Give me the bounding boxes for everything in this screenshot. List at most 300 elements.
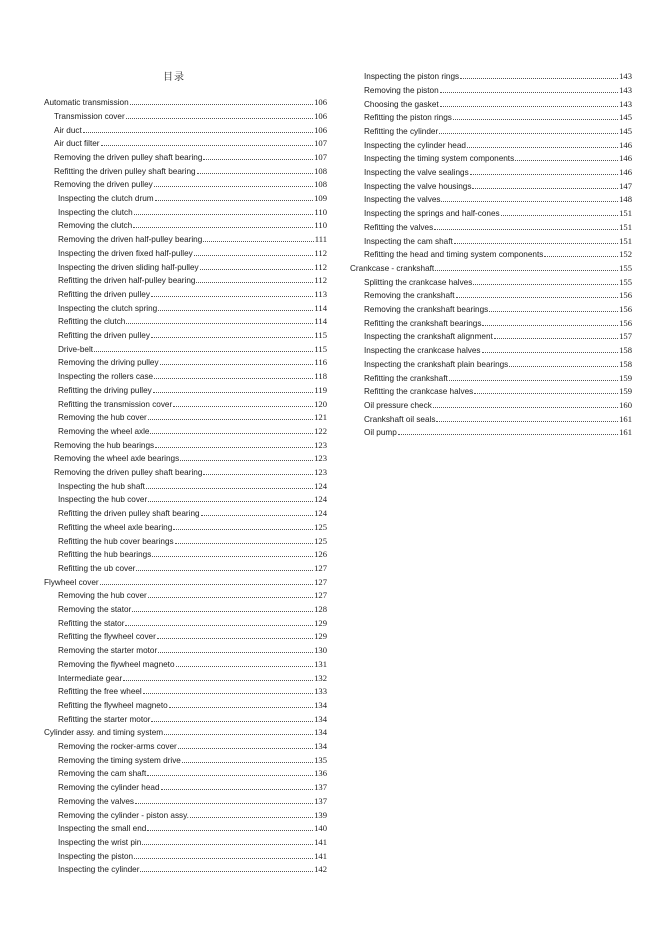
toc-entry[interactable] (58, 273, 327, 287)
toc-entry[interactable] (58, 848, 327, 862)
toc-entry-page: 146 (619, 153, 632, 164)
toc-entry-page: 127 (314, 590, 327, 601)
toc-entry-title: Refitting the crankcase halves (364, 387, 474, 397)
toc-entry-title: Flywheel cover (44, 577, 99, 587)
toc-entry[interactable] (58, 204, 327, 218)
dot-leader (178, 748, 313, 749)
toc-entry-title: Refitting the transmission cover (58, 399, 173, 409)
dot-leader (196, 282, 313, 283)
toc-entry[interactable] (364, 411, 632, 425)
toc-entry-title: Drive-belt (58, 344, 94, 354)
toc-entry-page: 123 (314, 453, 327, 464)
toc-entry[interactable] (58, 711, 327, 725)
toc-entry-title: Inspecting the driven sliding half-pulley (58, 262, 199, 272)
dot-leader (153, 392, 314, 393)
dot-leader (494, 338, 618, 339)
dot-leader (472, 188, 618, 189)
toc-entry[interactable] (364, 178, 632, 192)
toc-entry[interactable] (54, 451, 327, 465)
dot-leader (175, 543, 314, 544)
dot-leader (182, 762, 313, 763)
toc-entry-page: 114 (314, 316, 327, 327)
toc-entry[interactable] (58, 341, 327, 355)
dot-leader (157, 638, 313, 639)
toc-entry-title: Refitting the driven pulley (58, 289, 150, 299)
toc-entry[interactable] (364, 301, 632, 315)
dot-leader (101, 145, 314, 146)
toc-entry-title: Refitting the clutch (58, 317, 126, 327)
toc-entry[interactable] (58, 697, 327, 711)
toc-entry[interactable] (364, 137, 632, 151)
toc-entry-title: Inspecting the crankshaft plain bearings (364, 359, 509, 369)
toc-entry-page: 142 (314, 864, 327, 875)
toc-entry-page: 112 (314, 261, 327, 272)
dot-leader (134, 214, 314, 215)
toc-entry-title: Refitting the hub cover bearings (58, 536, 174, 546)
toc-entry-page: 158 (619, 358, 632, 369)
toc-entry-title: Inspecting the timing system components (364, 154, 515, 164)
toc-entry[interactable] (364, 274, 632, 288)
toc-entry[interactable] (58, 506, 327, 520)
toc-entry-page: 124 (314, 508, 327, 519)
toc-entry-page: 155 (619, 262, 632, 273)
toc-entry-title: Refitting the hub bearings (58, 550, 152, 560)
dot-leader (203, 474, 313, 475)
toc-entry[interactable] (58, 410, 327, 424)
toc-entry[interactable] (364, 206, 632, 220)
toc-entry-title: Inspecting the cam shaft (364, 236, 453, 246)
toc-entry-page: 131 (314, 658, 327, 669)
toc-entry[interactable] (364, 425, 632, 439)
dot-leader (467, 147, 618, 148)
dot-leader (473, 284, 618, 285)
dot-leader (454, 243, 618, 244)
toc-entry-title: Air duct filter (54, 139, 100, 149)
dot-leader (151, 296, 313, 297)
dot-leader (154, 186, 313, 187)
toc-entry[interactable] (58, 684, 327, 698)
dot-leader (152, 556, 313, 557)
toc-entry[interactable] (364, 219, 632, 233)
dot-leader (201, 515, 314, 516)
toc-entry[interactable] (364, 315, 632, 329)
dot-leader (123, 680, 313, 681)
toc-entry[interactable] (364, 233, 632, 247)
toc-entry[interactable] (58, 821, 327, 835)
toc-entry[interactable] (364, 370, 632, 384)
toc-entry[interactable] (54, 163, 327, 177)
toc-entry-title: Inspecting the valve sealings (364, 168, 469, 178)
dot-leader (135, 803, 313, 804)
toc-entry-page: 143 (619, 84, 632, 95)
toc-entry-page: 151 (619, 235, 632, 246)
toc-entry[interactable] (364, 247, 632, 261)
toc-entry[interactable] (364, 356, 632, 370)
toc-entry[interactable] (58, 560, 327, 574)
toc-entry-title: Removing the driven pulley (54, 180, 153, 190)
toc-entry-title: Removing the hub cover (58, 591, 147, 601)
toc-entry-page: 116 (314, 357, 327, 368)
dot-leader (83, 132, 313, 133)
dot-leader (509, 366, 618, 367)
dot-leader (515, 160, 618, 161)
toc-entry[interactable] (58, 780, 327, 794)
toc-entry-page: 141 (314, 850, 327, 861)
toc-entry[interactable] (58, 533, 327, 547)
toc-section-entry[interactable] (44, 574, 327, 588)
toc-entry-page: 148 (619, 194, 632, 205)
dot-leader (453, 119, 618, 120)
toc-entry-title: Refitting the cylinder (364, 126, 439, 136)
toc-entry-page: 141 (314, 836, 327, 847)
toc-entry[interactable] (364, 384, 632, 398)
toc-entry-page: 157 (619, 331, 632, 342)
toc-entry-page: 122 (314, 425, 327, 436)
toc-entry-title: Automatic transmission (44, 98, 129, 108)
toc-entry-page: 137 (314, 782, 327, 793)
toc-entry-title: Inspecting the wrist pin (58, 837, 142, 847)
toc-entry[interactable] (58, 478, 327, 492)
toc-entry-title: Refitting the starter motor (58, 714, 151, 724)
dot-leader (126, 118, 313, 119)
dot-leader (147, 775, 313, 776)
toc-entry-page: 110 (314, 220, 327, 231)
toc-entry-page: 124 (314, 494, 327, 505)
toc-entry[interactable] (58, 807, 327, 821)
dot-leader (161, 789, 314, 790)
toc-entry[interactable] (364, 288, 632, 302)
toc-entry[interactable] (58, 218, 327, 232)
toc-entry-page: 108 (314, 165, 327, 176)
toc-entry-title: Refitting the piston rings (364, 113, 452, 123)
dot-leader (176, 666, 314, 667)
toc-entry-title: Cylinder assy. and timing system (44, 728, 164, 738)
dot-leader (133, 227, 313, 228)
toc-entry[interactable] (364, 96, 632, 110)
toc-entry[interactable] (364, 69, 632, 83)
toc-entry-title: Inspecting the clutch (58, 207, 133, 217)
toc-entry-title: Inspecting the clutch spring (58, 303, 158, 313)
toc-entry-page: 127 (314, 562, 327, 573)
toc-entry-title: Oil pump (364, 428, 397, 438)
toc-entry[interactable] (54, 108, 327, 122)
toc-entry-title: Refitting the crankshaft (364, 373, 448, 383)
toc-entry[interactable] (58, 643, 327, 657)
toc-entry-page: 109 (314, 193, 327, 204)
toc-entry-page: 125 (314, 521, 327, 532)
dot-leader (456, 297, 619, 298)
toc-entry-page: 112 (314, 275, 327, 286)
toc-entry-title: Refitting the wheel axle bearing (58, 522, 173, 532)
toc-entry-page: 113 (314, 288, 327, 299)
dot-leader (441, 201, 618, 202)
toc-entry-page: 130 (314, 645, 327, 656)
toc-entry[interactable] (58, 588, 327, 602)
toc-entry-page: 161 (619, 413, 632, 424)
toc-entry[interactable] (58, 355, 327, 369)
toc-entry-title: Inspecting the piston rings (364, 72, 460, 82)
toc-entry[interactable] (58, 834, 327, 848)
dot-leader (449, 380, 618, 381)
toc-entry[interactable] (364, 397, 632, 411)
dot-leader (436, 421, 618, 422)
toc-entry-title: Removing the driven pulley shaft bearing (54, 468, 203, 478)
dot-leader (440, 106, 618, 107)
toc-entry-page: 151 (619, 208, 632, 219)
toc-entry-title: Refitting the valves (364, 222, 434, 232)
toc-entry-page: 146 (619, 167, 632, 178)
toc-entry-title: Refitting the crankshaft bearings (364, 318, 482, 328)
toc-entry-title: Inspecting the hub shaft (58, 481, 145, 491)
toc-entry-page: 119 (314, 384, 327, 395)
dot-leader (142, 844, 313, 845)
dot-leader (158, 652, 313, 653)
dot-leader (197, 173, 314, 174)
dot-leader (482, 352, 619, 353)
toc-entry-title: Oil pressure check (364, 400, 432, 410)
toc-entry-page: 126 (314, 549, 327, 560)
toc-entry-title: Removing the driving pulley (58, 358, 159, 368)
toc-entry-title: Refitting the flywheel magneto (58, 700, 168, 710)
toc-entry-page: 134 (314, 699, 327, 710)
dot-leader (164, 734, 313, 735)
toc-entry[interactable] (364, 82, 632, 96)
toc-entry[interactable] (54, 136, 327, 150)
toc-entry[interactable] (58, 314, 327, 328)
dot-leader (489, 311, 618, 312)
toc-entry[interactable] (54, 437, 327, 451)
toc-entry-title: Inspecting the crankcase halves (364, 346, 481, 356)
toc-entry-title: Removing the wheel axle (58, 426, 150, 436)
toc-entry-page: 145 (619, 112, 632, 123)
toc-entry-page: 111 (314, 234, 327, 245)
toc-section-entry[interactable] (44, 95, 327, 109)
toc-entry-title: Refitting the stator (58, 618, 125, 628)
toc-entry-page: 115 (314, 343, 327, 354)
toc-entry-title: Refitting the driving pulley (58, 385, 152, 395)
toc-entry[interactable] (58, 547, 327, 561)
toc-section-entry[interactable] (350, 260, 632, 274)
toc-entry-title: Intermediate gear (58, 673, 123, 683)
toc-entry-page: 114 (314, 302, 327, 313)
dot-leader (160, 364, 314, 365)
toc-entry-title: Inspecting the crankshaft alignment (364, 332, 493, 342)
toc-entry-title: Inspecting the cylinder (58, 865, 140, 875)
dot-leader (125, 625, 313, 626)
toc-entry-page: 108 (314, 179, 327, 190)
dot-leader (155, 447, 313, 448)
toc-entry-title: Inspecting the valve housings (364, 181, 472, 191)
toc-entry-page: 121 (314, 412, 327, 423)
toc-entry-page: 152 (619, 249, 632, 260)
toc-entry[interactable] (58, 793, 327, 807)
toc-entry-page: 110 (314, 206, 327, 217)
toc-entry-title: Removing the crankshaft bearings (364, 305, 489, 315)
dot-leader (482, 325, 618, 326)
toc-entry[interactable] (58, 752, 327, 766)
dot-leader (151, 337, 313, 338)
toc-entry-title: Crankshaft oil seals (364, 414, 436, 424)
toc-entry[interactable] (364, 192, 632, 206)
toc-entry[interactable] (364, 151, 632, 165)
dot-leader (100, 584, 314, 585)
toc-entry-page: 160 (619, 399, 632, 410)
dot-leader (143, 693, 313, 694)
toc-entry-page: 139 (314, 809, 327, 820)
toc-entry-page: 106 (314, 97, 327, 108)
toc-entry[interactable] (364, 343, 632, 357)
dot-leader (194, 255, 314, 256)
toc-entry-page: 125 (314, 535, 327, 546)
toc-entry[interactable] (54, 177, 327, 191)
toc-entry-page: 155 (619, 276, 632, 287)
toc-entry-title: Inspecting the rollers case (58, 372, 154, 382)
toc-entry-page: 106 (314, 124, 327, 135)
toc-entry[interactable] (58, 601, 327, 615)
toc-entry[interactable] (364, 123, 632, 137)
toc-entry-page: 135 (314, 754, 327, 765)
toc-entry-page: 134 (314, 741, 327, 752)
dot-leader (200, 269, 314, 270)
dot-leader (180, 460, 313, 461)
toc-entry-page: 145 (619, 125, 632, 136)
toc-entry-title: Inspecting the clutch drum (58, 194, 154, 204)
toc-entry-title: Removing the cylinder - piston assy. (58, 810, 189, 820)
toc-entry-title: Removing the valves (58, 796, 134, 806)
toc-entry[interactable] (58, 300, 327, 314)
toc-entry-title: Removing the rocker-arms cover (58, 742, 177, 752)
toc-entry-page: 143 (619, 98, 632, 109)
dot-leader (132, 611, 313, 612)
toc-entry[interactable] (58, 738, 327, 752)
toc-entry-title: Removing the driven half-pulley bearing (58, 235, 203, 245)
toc-entry[interactable] (58, 629, 327, 643)
toc-entry-page: 156 (619, 317, 632, 328)
toc-entry[interactable] (58, 382, 327, 396)
dot-leader (130, 104, 313, 105)
dot-leader (146, 488, 313, 489)
toc-entry-page: 161 (619, 427, 632, 438)
toc-entry-title: Removing the stator (58, 605, 132, 615)
toc-entry-title: Removing the piston (364, 85, 439, 95)
dot-leader (150, 433, 313, 434)
toc-entry[interactable] (58, 327, 327, 341)
dot-leader (148, 419, 313, 420)
dot-leader (460, 78, 618, 79)
toc-entry[interactable] (364, 110, 632, 124)
toc-entry-title: Crankcase - crankshaft (350, 263, 435, 273)
toc-entry[interactable] (58, 423, 327, 437)
dot-leader (151, 721, 313, 722)
toc-entry[interactable] (58, 519, 327, 533)
toc-entry[interactable] (58, 259, 327, 273)
toc-entry-title: Inspecting the piston (58, 851, 134, 861)
dot-leader (470, 174, 618, 175)
toc-entry-page: 158 (619, 345, 632, 356)
toc-entry-title: Inspecting the small end (58, 824, 147, 834)
toc-entry-title: Removing the cylinder head (58, 783, 160, 793)
toc-section-entry[interactable] (44, 725, 327, 739)
toc-entry[interactable] (58, 190, 327, 204)
toc-entry-page: 112 (314, 247, 327, 258)
dot-leader (148, 597, 313, 598)
toc-entry-page: 123 (314, 439, 327, 450)
dot-leader (158, 310, 313, 311)
toc-entry[interactable] (54, 122, 327, 136)
toc-entry-title: Transmission cover (54, 111, 125, 121)
toc-entry[interactable] (58, 766, 327, 780)
dot-leader (169, 707, 313, 708)
toc-entry[interactable] (58, 396, 327, 410)
toc-entry-title: Refitting the driven half-pulley bearing (58, 276, 196, 286)
toc-entry[interactable] (54, 149, 327, 163)
toc-entry[interactable] (58, 615, 327, 629)
toc-entry-page: 115 (314, 330, 327, 341)
toc-entry-title: Removing the flywheel magneto (58, 659, 175, 669)
dot-leader (435, 270, 618, 271)
toc-entry-title: Refitting the driven pulley shaft bearing (54, 166, 196, 176)
toc-entry-title: Inspecting the driven fixed half-pulley (58, 248, 193, 258)
dot-leader (544, 256, 618, 257)
toc-entry-page: 159 (619, 372, 632, 383)
toc-entry[interactable] (58, 862, 327, 876)
toc-entry[interactable] (364, 329, 632, 343)
toc-entry-title: Refitting the free wheel (58, 687, 142, 697)
toc-entry-title: Refitting the flywheel cover (58, 632, 156, 642)
toc-entry[interactable] (58, 656, 327, 670)
dot-leader (147, 830, 313, 831)
toc-entry-title: Removing the hub bearings (54, 440, 155, 450)
dot-leader (203, 241, 313, 242)
toc-entry-page: 136 (314, 768, 327, 779)
toc-entry[interactable] (54, 464, 327, 478)
toc-entry-title: Inspecting the cylinder head (364, 140, 466, 150)
toc-entry-title: Removing the cam shaft (58, 769, 147, 779)
toc-entry[interactable] (58, 492, 327, 506)
toc-entry-page: 143 (619, 71, 632, 82)
toc-entry-page: 159 (619, 386, 632, 397)
toc-entry-page: 134 (314, 713, 327, 724)
dot-leader (126, 323, 313, 324)
toc-entry[interactable] (58, 670, 327, 684)
dot-leader (501, 215, 618, 216)
toc-entry[interactable] (58, 369, 327, 383)
toc-entry-page: 132 (314, 672, 327, 683)
toc-entry-page: 128 (314, 604, 327, 615)
toc-entry-title: Removing the hub cover (58, 413, 147, 423)
toc-entry[interactable] (58, 245, 327, 259)
toc-entry[interactable] (58, 286, 327, 300)
toc-entry-page: 137 (314, 795, 327, 806)
toc-entry[interactable] (58, 232, 327, 246)
dot-leader (398, 434, 618, 435)
toc-entry-page: 107 (314, 151, 327, 162)
toc-entry-title: Refitting the head and timing system components (364, 250, 544, 260)
dot-leader (439, 133, 618, 134)
dot-leader (433, 407, 618, 408)
dot-leader (154, 378, 313, 379)
toc-entry-page: 120 (314, 398, 327, 409)
toc-entry-page: 118 (314, 371, 327, 382)
toc-entry-title: Refitting the ub cover (58, 563, 136, 573)
dot-leader (173, 406, 313, 407)
toc-entry-page: 147 (619, 180, 632, 191)
dot-leader (140, 871, 313, 872)
toc-entry[interactable] (364, 164, 632, 178)
dot-leader (440, 92, 618, 93)
toc-entry-title: Refitting the driven pulley shaft bearing (58, 509, 200, 519)
toc-entry-page: 123 (314, 467, 327, 478)
